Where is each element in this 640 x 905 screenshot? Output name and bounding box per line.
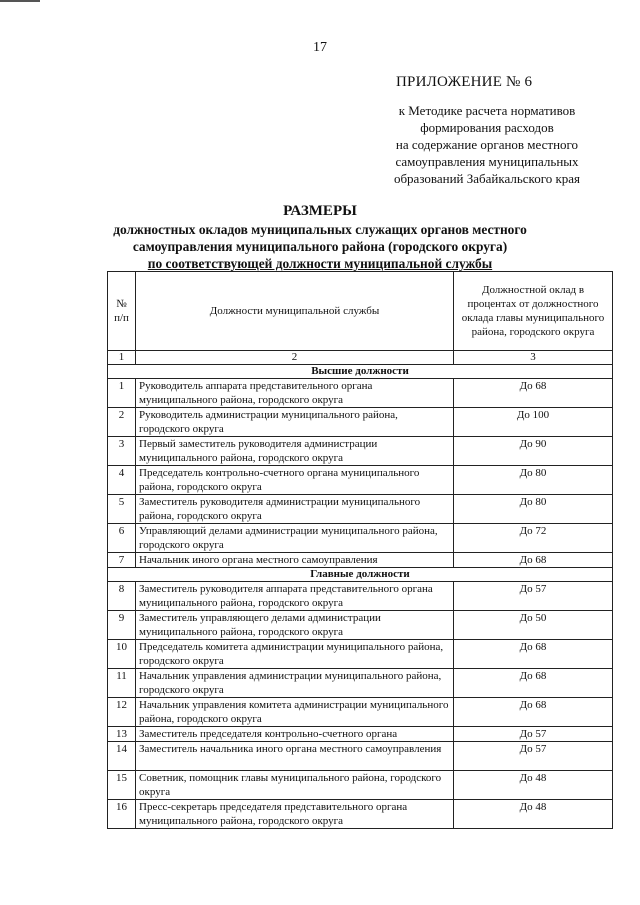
appendix-title: ПРИЛОЖЕНИЕ № 6	[396, 74, 533, 90]
column-index: 3	[454, 351, 613, 365]
section-row	[108, 568, 613, 582]
row-number: 6	[108, 524, 136, 553]
appendix-subtitle-line: самоуправления муниципальных	[395, 154, 579, 169]
section-title: Высшие должности	[108, 365, 613, 379]
row-position: Пресс-секретарь председателя представительного органа муниципального района, городского округа	[136, 800, 454, 829]
row-salary: До 80	[454, 495, 613, 524]
row-number: 7	[108, 553, 136, 568]
row-salary: До 90	[454, 437, 613, 466]
row-position: Заместитель руководителя аппарата представительного органа муниципального района, городского округа	[136, 582, 454, 611]
row-salary: До 72	[454, 524, 613, 553]
row-number: 16	[108, 800, 136, 829]
document-subtitle-line: должностных окладов муниципальных служащих органов местного	[113, 222, 527, 237]
row-salary: До 57	[454, 742, 613, 771]
row-number: 15	[108, 771, 136, 800]
appendix-subtitle-line: формирования расходов	[420, 120, 554, 135]
row-salary: До 80	[454, 466, 613, 495]
row-salary: До 68	[454, 669, 613, 698]
appendix-subtitle-line: на содержание органов местного	[395, 137, 579, 152]
row-salary: До 100	[454, 408, 613, 437]
row-number: 12	[108, 698, 136, 727]
row-salary: До 57	[454, 727, 613, 742]
row-position: Заместитель управляющего делами администрации муниципального района, городского округа	[136, 611, 454, 640]
table-row	[108, 800, 613, 829]
section-title: Главные должности	[108, 568, 613, 582]
row-position: Председатель комитета администрации муниципального района, городского округа	[136, 640, 454, 669]
row-number: 13	[108, 727, 136, 742]
header-position: Должности муниципальной службы	[136, 272, 454, 351]
appendix-subtitle-line: образований Забайкальского края	[393, 171, 581, 186]
table-row	[108, 727, 613, 742]
row-number: 3	[108, 437, 136, 466]
row-number: 4	[108, 466, 136, 495]
row-salary: До 68	[454, 379, 613, 408]
row-position: Заместитель начальника иного органа местного самоуправления	[136, 742, 454, 771]
column-index: 2	[136, 351, 454, 365]
row-salary: До 48	[454, 771, 613, 800]
row-position: Первый заместитель руководителя администрации муниципального района, городского округа	[136, 437, 454, 466]
table-row	[108, 524, 613, 553]
row-number: 11	[108, 669, 136, 698]
document-subtitle-line: самоуправления муниципального района (городского округа)	[132, 239, 508, 254]
row-salary: До 57	[454, 582, 613, 611]
row-position: Руководитель аппарата представительного органа муниципального района, городского округа	[136, 379, 454, 408]
table-row	[108, 771, 613, 800]
table-row	[108, 466, 613, 495]
row-salary: До 68	[454, 698, 613, 727]
row-position: Председатель контрольно-счетного органа муниципального района, городского округа	[136, 466, 454, 495]
page-number: 17	[313, 40, 327, 55]
table-row	[108, 408, 613, 437]
table-row	[108, 437, 613, 466]
corner-mark	[0, 0, 40, 2]
row-position: Руководитель администрации муниципального района, городского округа	[136, 408, 454, 437]
row-number: 5	[108, 495, 136, 524]
table-row	[108, 742, 613, 771]
table-header-row	[108, 272, 613, 351]
table-row	[108, 495, 613, 524]
row-salary: До 68	[454, 640, 613, 669]
table-row	[108, 698, 613, 727]
row-salary: До 50	[454, 611, 613, 640]
row-number: 9	[108, 611, 136, 640]
row-number: 2	[108, 408, 136, 437]
column-index-row	[108, 351, 613, 365]
document-subtitle-line: по соответствующей должности муниципальной службы	[147, 256, 493, 271]
table-row	[108, 553, 613, 568]
appendix-subtitle-line: к Методике расчета нормативов	[398, 103, 576, 118]
table-row	[108, 582, 613, 611]
row-position: Начальник иного органа местного самоуправления	[136, 553, 454, 568]
table-row	[108, 669, 613, 698]
appendix-subtitle	[372, 102, 602, 187]
salary-table	[107, 271, 613, 829]
document-title: РАЗМЕРЫ	[283, 203, 357, 219]
row-salary: До 68	[454, 553, 613, 568]
table-row	[108, 611, 613, 640]
row-position: Советник, помощник главы муниципального района, городского округа	[136, 771, 454, 800]
table-row	[108, 379, 613, 408]
row-number: 14	[108, 742, 136, 771]
row-number: 10	[108, 640, 136, 669]
row-position: Управляющий делами администрации муниципального района, городского округа	[136, 524, 454, 553]
section-row	[108, 365, 613, 379]
row-position: Начальник управления администрации муниципального района, городского округа	[136, 669, 454, 698]
row-position: Начальник управления комитета администрации муниципального района, городского округа	[136, 698, 454, 727]
row-salary: До 48	[454, 800, 613, 829]
header-num: № п/п	[108, 272, 136, 351]
row-position: Заместитель председателя контрольно-счетного органа	[136, 727, 454, 742]
row-number: 8	[108, 582, 136, 611]
column-index: 1	[108, 351, 136, 365]
row-number: 1	[108, 379, 136, 408]
document-subtitle	[110, 221, 530, 272]
row-position: Заместитель руководителя администрации муниципального района, городского округа	[136, 495, 454, 524]
header-salary: Должностной оклад в процентах от должностного оклада главы муниципального района, городского округа	[454, 272, 613, 351]
table-row	[108, 640, 613, 669]
